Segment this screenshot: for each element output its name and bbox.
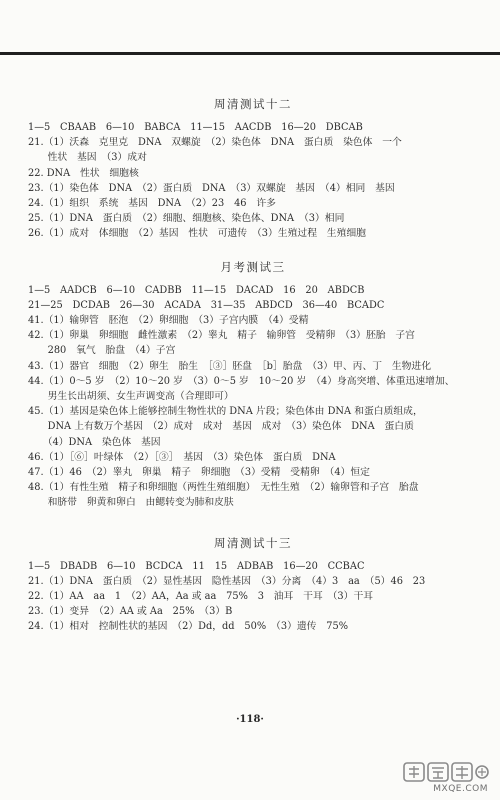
section-title: 月考测试三	[220, 259, 286, 274]
section-title: 周清测试十二	[214, 97, 292, 111]
answer-line: 42.（1）卵巢 卵细胞 雌性激素 （2）睾丸 精子 输卵管 受精卵 （3）胚胎 子宫	[28, 330, 415, 342]
answer-lines	[28, 559, 478, 635]
answer-line: 280 氧气 胎盘 （4）子宫	[28, 345, 176, 357]
section-monthly-test-3	[28, 259, 478, 511]
answer-line: 46.（1）［⑥］叶绿体 （2）［③］ 基因 （3）染色体 蛋白质 DNA	[28, 451, 336, 463]
answer-lines	[28, 120, 478, 242]
answer-line: 48.（1）有性生殖 精子和卵细胞（两性生殖细胞） 无性生殖 （2）输卵管和子宫 胎盘	[28, 482, 419, 494]
answer-line: 1—5 DBADB 6—10 BCDCA 11 15 ADBAB 16—20 CCBAC	[28, 560, 365, 572]
answer-line: 23.（1）变异 （2）AA 或 Aa 25% （3）B	[28, 606, 233, 618]
answer-line: 26.（1）成对 体细胞 （2）基因 性状 可遗传 （3）生殖过程 生殖细胞	[28, 228, 366, 240]
answer-line: 47.（1）46 （2）睾丸 卵巢 精子 卵细胞 （3）受精 受精卵 （4）恒定	[28, 467, 370, 479]
section-weekly-test-13	[28, 535, 478, 635]
answer-page	[28, 96, 478, 635]
answer-line: 25.（1）DNA 蛋白质 （2）细胞、细胞核、染色体、DNA （3）相同	[28, 213, 345, 225]
answer-line: 41.（1）输卵管 胚泡 （2）卵细胞 （3）子宫内膜 （4）受精	[28, 315, 309, 327]
answer-line: 1—5 AADCB 6—10 CADBB 11—15 DACAD 16 20 ABDCB	[28, 284, 365, 296]
answer-line: 22. DNA 性状 细胞核	[28, 167, 139, 179]
watermark-text: MXQE.COM	[433, 784, 488, 794]
answer-line: 44.（1）0～5 岁 （2）10～20 岁 （3）0～5 岁 10～20 岁 （4）身高突增、体重迅速增加、	[28, 375, 455, 387]
answer-line: 24.（1）组织 系统 基因 DNA （2）23 46 许多	[28, 198, 276, 210]
watermark-logo	[402, 760, 490, 794]
answer-line: 43.（1）器官 细胞 （2）卵生 胎生 ［③］胚盘 ［b］胎盘 （3）甲、丙、丁 生物进化	[28, 360, 432, 372]
answer-lines	[28, 283, 478, 511]
answer-line: （4）DNA 染色体 基因	[28, 436, 161, 448]
answer-line: 45.（1）基因是染色体上能够控制生物性状的 DNA 片段；染色体由 DNA 和蛋白质组成，	[28, 406, 423, 418]
answer-line: DNA 上有数万个基因 （2）成对 成对 基因 成对 （3）染色体 DNA 蛋白质	[28, 421, 414, 433]
answer-line: 23.（1）染色体 DNA （2）蛋白质 DNA （3）双螺旋 基因 （4）相同 基因	[28, 182, 395, 194]
section-weekly-test-12	[28, 96, 478, 242]
top-rule	[0, 52, 500, 55]
watermark-logo-icon	[402, 760, 490, 784]
answer-line: 男生长出胡须、女生声调变高（合理即可）	[28, 391, 234, 403]
answer-line: 21—25 DCDAB 26—30 ACADA 31—35 ABDCD 36—40 BCADC	[28, 299, 385, 311]
answer-line: 性状 基因 （3）成对	[28, 152, 147, 164]
answer-line: 21.（1）DNA 蛋白质 （2）显性基因 隐性基因 （3）分离 （4）3 aa （5）46 23	[28, 575, 426, 587]
answer-line: 1—5 CBAAB 6—10 BABCA 11—15 AACDB 16—20 DBCAB	[28, 122, 363, 133]
section-title: 周清测试十三	[214, 535, 292, 550]
page-number: ·118·	[236, 714, 264, 725]
answer-line: 21.（1）沃森 克里克 DNA 双螺旋 （2）染色体 DNA 蛋白质 染色体 一个	[28, 137, 402, 149]
answer-line: 和脐带 卵黄和卵白 由鳃转变为肺和皮肤	[28, 497, 234, 509]
answer-line: 24.（1）相对 控制性状的基因 （2）Dd，dd 50% （3）遗传 75%	[28, 621, 349, 633]
answer-line: 22.（1）AA aa 1 （2）AA，Aa 或 aa 75% 3 油耳 干耳 （3）干耳	[28, 591, 374, 603]
